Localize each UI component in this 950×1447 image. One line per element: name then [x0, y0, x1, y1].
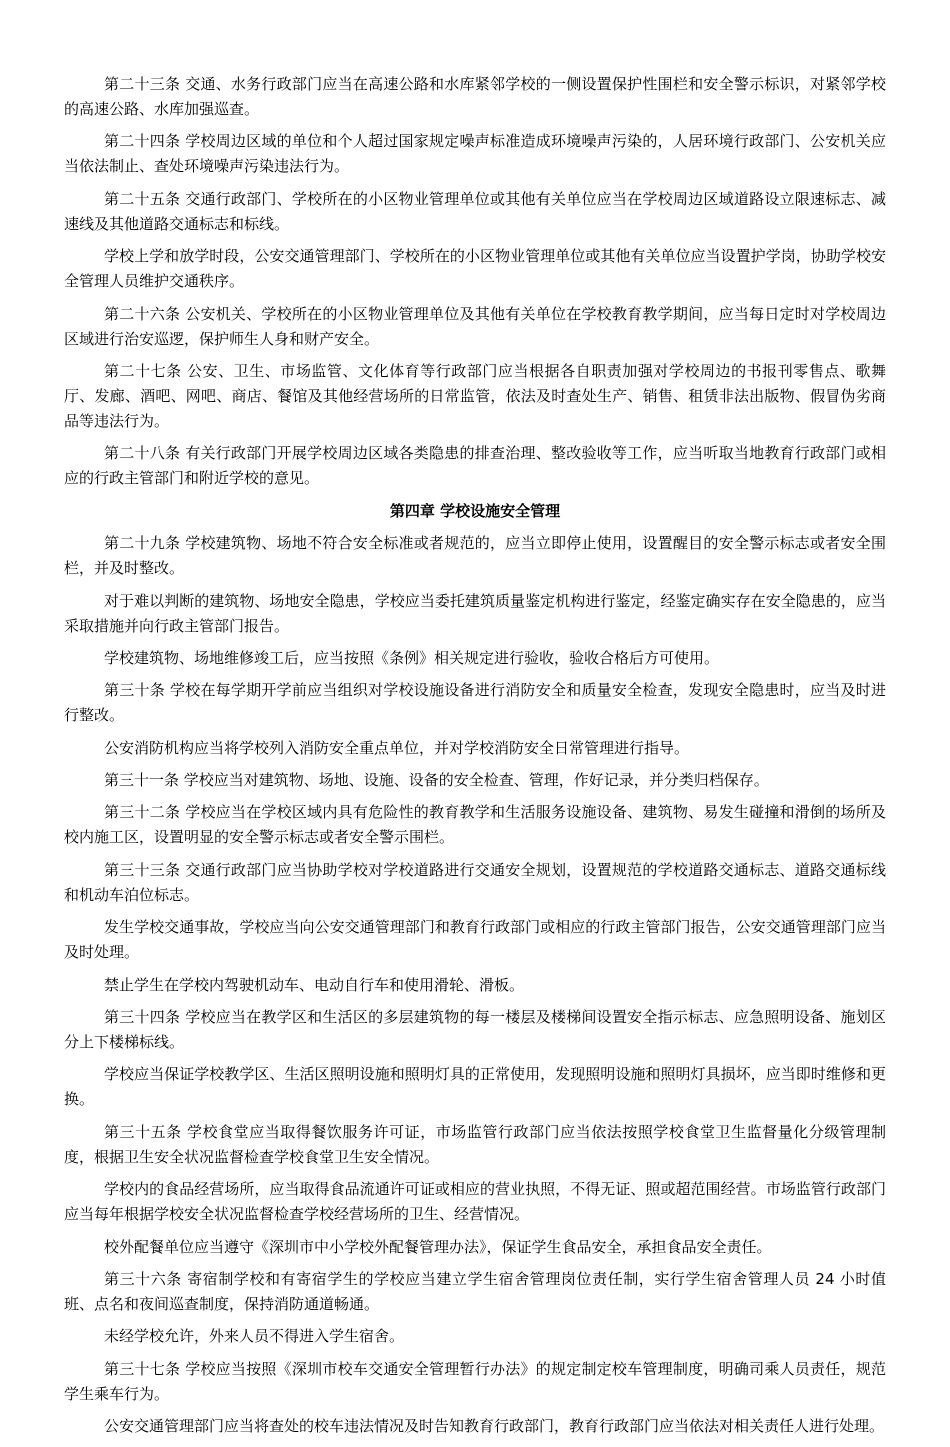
article-paragraph: 第三十五条 学校食堂应当取得餐饮服务许可证，市场监管行政部门应当依法按照学校食堂卫生监督量化分级管理制度，根据卫生安全状况监督检查学校食堂卫生安全情况。: [64, 1122, 886, 1166]
article-paragraph: 第三十二条 学校应当在学校区域内具有危险性的教育教学和生活服务设施设备、建筑物、易发生碰撞和滑倒的场所及校内施工区，设置明显的安全警示标志或者安全警示围栏。: [64, 803, 886, 847]
article-paragraph: 第三十条 学校在每学期开学前应当组织对学校设施设备进行消防安全和质量安全检查，发现安全隐患时，应当及时进行整改。: [64, 681, 886, 725]
article-paragraph: 公安交通管理部门应当将查处的校车违法情况及时告知教育行政部门，教育行政部门应当依法对相关责任人进行处理。: [104, 1417, 885, 1436]
article-paragraph: 校外配餐单位应当遵守《深圳市中小学校外配餐管理办法》，保证学生食品安全，承担食品安全责任。: [104, 1237, 772, 1256]
article-paragraph: 第二十八条 有关行政部门开展学校周边区域各类隐患的排查治理、整改验收等工作，应当听取当地教育行政部门或相应的行政主管部门和附近学校的意见。: [64, 444, 886, 488]
article-paragraph: 对于难以判断的建筑物、场地安全隐患，学校应当委托建筑质量鉴定机构进行鉴定，经鉴定确实存在安全隐患的，应当采取措施并向行政主管部门报告。: [64, 591, 886, 635]
document-page: [64, 72, 886, 1447]
article-paragraph: 禁止学生在学校内驾驶机动车、电动自行车和使用滑轮、滑板。: [104, 975, 525, 994]
article-paragraph: 第二十六条 公安机关、学校所在的小区物业管理单位及其他有关单位在学校教育教学期间，应当每日定时对学校周边区域进行治安巡逻，保护师生人身和财产安全。: [64, 304, 886, 348]
article-paragraph: 第二十四条 学校周边区域的单位和个人超过国家规定噪声标准造成环境噪声污染的，人居环境行政部门、公安机关应当依法制止、查处环境噪声污染违法行为。: [64, 132, 886, 176]
chapter-heading: 第四章 学校设施安全管理: [389, 501, 561, 520]
article-paragraph: 学校内的食品经营场所，应当取得食品流通许可证或相应的营业执照，不得无证、照或超范围经营。市场监管行政部门应当每年根据学校安全状况监督检查学校经营场所的卫生、经营情况。: [64, 1180, 886, 1224]
article-paragraph: 第二十七条 公安、卫生、市场监管、文化体育等行政部门应当根据各自职责加强对学校周边的书报刊零售点、歌舞厅、发廊、酒吧、网吧、商店、餐馆及其他经营场所的日常监管，依法及时查处生产、销售、租赁非法出版物、假冒伪劣商品等违法行为。: [64, 361, 886, 430]
article-paragraph: 第三十七条 学校应当按照《深圳市校车交通安全管理暂行办法》的规定制定校车管理制度，明确司乘人员责任，规范学生乘车行为。: [64, 1359, 886, 1403]
article-paragraph: 第二十九条 学校建筑物、场地不符合安全标准或者规范的，应当立即停止使用，设置醒目的安全警示标志或者安全围栏，并及时整改。: [64, 534, 886, 578]
article-paragraph: 第三十六条 寄宿制学校和有寄宿学生的学校应当建立学生宿舍管理岗位责任制，实行学生宿舍管理人员 24 小时值班、点名和夜间巡查制度，保持消防通道畅通。: [64, 1269, 886, 1313]
article-paragraph: 发生学校交通事故，学校应当向公安交通管理部门和教育行政部门或相应的行政主管部门报告，公安交通管理部门应当及时处理。: [64, 918, 886, 962]
article-paragraph: 第三十一条 学校应当对建筑物、场地、设施、设备的安全检查、管理，作好记录，并分类归档保存。: [104, 771, 769, 790]
article-paragraph: 第三十四条 学校应当在教学区和生活区的多层建筑物的每一楼层及楼梯间设置安全指示标志、应急照明设备、施划区分上下楼梯标线。: [64, 1008, 886, 1052]
article-paragraph: 第三十三条 交通行政部门应当协助学校对学校道路进行交通安全规划，设置规范的学校道路交通标志、道路交通标线和机动车泊位标志。: [64, 860, 886, 904]
article-paragraph: 学校应当保证学校教学区、生活区照明设施和照明灯具的正常使用，发现照明设施和照明灯具损坏，应当即时维修和更换。: [64, 1065, 886, 1109]
article-paragraph: 第二十三条 交通、水务行政部门应当在高速公路和水库紧邻学校的一侧设置保护性围栏和安全警示标识，对紧邻学校的高速公路、水库加强巡查。: [64, 75, 886, 118]
article-paragraph: 第二十五条 交通行政部门、学校所在的小区物业管理单位或其他有关单位应当在学校周边区域道路设立限速标志、减速线及其他道路交通标志和标线。: [64, 189, 886, 233]
article-paragraph: 公安消防机构应当将学校列入消防安全重点单位，并对学校消防安全日常管理进行指导。: [104, 738, 690, 757]
article-paragraph: 学校上学和放学时段，公安交通管理部门、学校所在的小区物业管理单位或其他有关单位应当设置护学岗，协助学校安全管理人员维护交通秩序。: [64, 247, 886, 291]
article-paragraph: 未经学校允许，外来人员不得进入学生宿舍。: [104, 1327, 405, 1346]
article-paragraph: 学校建筑物、场地维修竣工后，应当按照《条例》相关规定进行验收，验收合格后方可使用。: [104, 648, 720, 667]
